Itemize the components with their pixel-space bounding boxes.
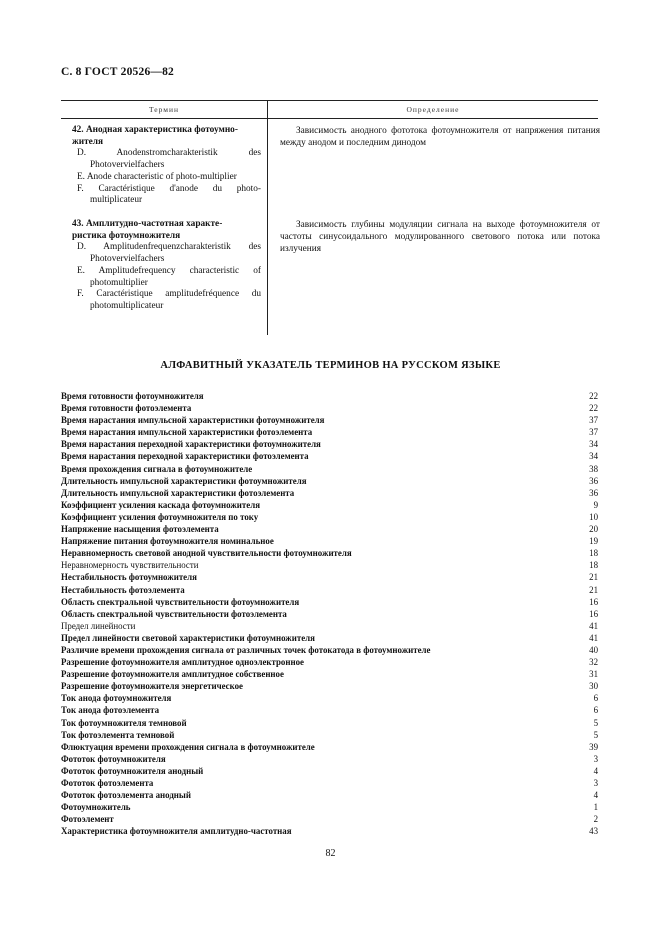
index-number: 3: [593, 753, 598, 764]
index-number: 37: [589, 427, 598, 438]
index-term: Фототок фотоэлемента: [61, 778, 154, 788]
index-number: 21: [589, 572, 598, 583]
index-term: Ток фотоэлемента темновой: [61, 729, 175, 740]
index-number: 6: [593, 705, 598, 716]
index-number: 36: [589, 487, 598, 498]
index-row: [61, 825, 598, 837]
term-entry-42: [61, 125, 261, 207]
index-row: [61, 535, 598, 547]
index-row: [61, 656, 598, 668]
index-term: Область спектральной чувствительности фотоумножителя: [61, 596, 300, 607]
column-header-term: Термин: [61, 101, 268, 118]
index-number: 18: [589, 560, 598, 571]
index-term: Длительность импульсной характеристики фотоумножителя: [61, 475, 307, 486]
index-number: 20: [589, 524, 598, 535]
index-row: [61, 620, 598, 632]
table-header-row: [61, 101, 598, 119]
term-en: E. Amplitudefrequency characteristic of photomultiplier: [77, 265, 261, 288]
index-number: 22: [589, 403, 598, 414]
index-row: [61, 813, 598, 825]
index-row: [61, 438, 598, 450]
term-en: E. Anode characteristic of photo-multiplier: [77, 171, 237, 182]
index-term: Ток анода фотоумножителя: [61, 693, 172, 704]
index-term: Различие времени прохождения сигнала от различных точек фотокатода в фотоумножителе: [61, 644, 431, 655]
index-number: 9: [593, 499, 598, 510]
index-number: 36: [589, 475, 598, 486]
term-de: D. Amplitudenfrequenzcharakteristik des Photovervielfachers: [77, 242, 261, 265]
index-row: [61, 596, 598, 608]
index-row: [61, 559, 598, 571]
index-term: Предел линейности световой характеристики фотоумножителя: [61, 632, 315, 643]
term-ru: 43. Амплитудно-частотная характе-: [72, 219, 223, 229]
index-number: 10: [589, 511, 598, 522]
index-row: [61, 680, 598, 692]
term-fr: F. Caractéristique amplitudefréquence du photomultiplicateur: [77, 289, 261, 311]
index-row: [61, 450, 598, 462]
index-row: [61, 571, 598, 583]
page-header: С. 8 ГОСТ 20526—82: [61, 66, 174, 78]
term-ru-cont: ристика фотоумножителя: [72, 230, 181, 241]
index-row: [61, 668, 598, 680]
index-term: Время готовности фотоэлемента: [61, 403, 192, 414]
index-term: Нестабильность фотоэлемента: [61, 584, 185, 595]
term-de: D. Anodenstromcharakteristik des Photovervielfachers: [77, 148, 261, 171]
index-row: [61, 777, 598, 789]
index-term: Неравномерность чувствительности: [61, 560, 199, 571]
index-row: [61, 801, 598, 813]
index-term: Длительность импульсной характеристики фотоэлемента: [61, 487, 295, 498]
index-term: Коэффициент усиления фотоумножителя по току: [61, 511, 259, 522]
table-body: [61, 119, 598, 335]
index-number: 2: [593, 814, 598, 825]
index-number: 39: [589, 741, 598, 752]
index-number: 1: [593, 802, 598, 813]
index-term: Ток фотоумножителя темновой: [61, 717, 187, 728]
definition-column: [268, 119, 598, 335]
index-number: 43: [589, 826, 598, 837]
index-term: Фототок фотоумножителя анодный: [61, 765, 204, 776]
index-row: [61, 608, 598, 620]
index-row: [61, 487, 598, 499]
term-ru: 42. Анодная характеристика фотоумно-: [72, 125, 238, 135]
index-row: [61, 475, 598, 487]
index-number: 3: [593, 778, 598, 788]
index-number: 30: [589, 681, 598, 692]
index-number: 18: [589, 548, 598, 559]
index-term: Неравномерность световой анодной чувствительности фотоумножителя: [61, 548, 352, 559]
index-row: [61, 390, 598, 402]
index-row: [61, 584, 598, 596]
index-number: 4: [593, 790, 598, 801]
index-row: [61, 765, 598, 777]
index-row: [61, 547, 598, 559]
index-number: 34: [589, 451, 598, 462]
index-row: [61, 717, 598, 729]
index-row: [61, 729, 598, 741]
page-number: 82: [325, 848, 336, 859]
term-entry-43: [61, 219, 261, 313]
index-term: Ток анода фотоэлемента: [61, 705, 160, 716]
index-term: Время готовности фотоумножителя: [61, 391, 204, 401]
definition-43: Зависимость глубины модуляции сигнала на выходе фотоумножителя от частоты синусоидального модулированного светового потока или потока излучения: [280, 220, 600, 254]
term-column: [61, 119, 268, 335]
index-row: [61, 511, 598, 523]
column-header-definition: Определение: [406, 105, 460, 114]
index-number: 31: [589, 669, 598, 680]
definition-42: Зависимость анодного фототока фотоумножителя от напряжения питания между анодом и последним динодом: [280, 126, 600, 148]
index-number: 37: [589, 415, 598, 426]
index-term: Характеристика фотоумножителя амплитудно-частотная: [61, 826, 292, 837]
index-term: Разрешение фотоумножителя амплитудное собственное: [61, 669, 284, 680]
index-term: Напряжение питания фотоумножителя номинальное: [61, 536, 274, 547]
index-term: Коэффициент усиления каскада фотоумножителя: [61, 499, 260, 510]
index-number: 5: [593, 729, 598, 740]
index-row: [61, 463, 598, 475]
index-number: 4: [593, 765, 598, 776]
index-row: [61, 523, 598, 535]
index-term: Разрешение фотоумножителя амплитудное одноэлектронное: [61, 657, 304, 668]
index-row: [61, 704, 598, 716]
index-number: 38: [589, 463, 598, 474]
index-row: [61, 499, 598, 511]
index-number: 6: [593, 693, 598, 704]
index-row: [61, 414, 598, 426]
index-row: [61, 789, 598, 801]
index-list: [61, 390, 598, 837]
index-term: Флюктуация времени прохождения сигнала в фотоумножителе: [61, 741, 315, 752]
index-term: Фотоэлемент: [61, 814, 114, 825]
index-term: Разрешение фотоумножителя энергетическое: [61, 681, 243, 692]
index-term: Время прохождения сигнала в фотоумножителе: [61, 463, 253, 474]
index-number: 32: [589, 657, 598, 668]
index-row: [61, 426, 598, 438]
index-row: [61, 632, 598, 644]
index-number: 34: [589, 439, 598, 450]
index-number: 5: [593, 717, 598, 728]
term-ru-cont: жителя: [72, 136, 104, 147]
index-term: Фототок фотоэлемента анодный: [61, 790, 191, 801]
index-term: Область спектральной чувствительности фотоэлемента: [61, 608, 287, 619]
index-number: 16: [589, 596, 598, 607]
index-number: 22: [589, 391, 598, 401]
index-term: Время нарастания переходной характеристики фотоумножителя: [61, 439, 321, 450]
index-number: 40: [589, 644, 598, 655]
index-number: 41: [589, 620, 598, 631]
index-term: Фототок фотоумножителя: [61, 753, 166, 764]
index-row: [61, 692, 598, 704]
index-row: [61, 741, 598, 753]
index-row: [61, 644, 598, 656]
index-term: Время нарастания импульсной характеристики фотоэлемента: [61, 427, 313, 438]
index-row: [61, 402, 598, 414]
index-number: 41: [589, 632, 598, 643]
terms-table: [61, 100, 598, 335]
index-term: Напряжение насыщения фотоэлемента: [61, 524, 219, 535]
index-term: Время нарастания переходной характеристики фотоэлемента: [61, 451, 309, 462]
index-number: 19: [589, 536, 598, 547]
index-term: Время нарастания импульсной характеристики фотоумножителя: [61, 415, 325, 426]
index-term: Предел линейности: [61, 620, 136, 631]
index-number: 21: [589, 584, 598, 595]
term-fr: F. Caractéristique d'anode du photo-multiplicateur: [77, 183, 261, 206]
index-title: АЛФАВИТНЫЙ УКАЗАТЕЛЬ ТЕРМИНОВ НА РУССКОМ ЯЗЫКЕ: [160, 360, 501, 371]
index-term: Фотоумножитель: [61, 802, 131, 813]
index-number: 16: [589, 608, 598, 619]
index-row: [61, 753, 598, 765]
index-term: Нестабильность фотоумножителя: [61, 572, 197, 583]
